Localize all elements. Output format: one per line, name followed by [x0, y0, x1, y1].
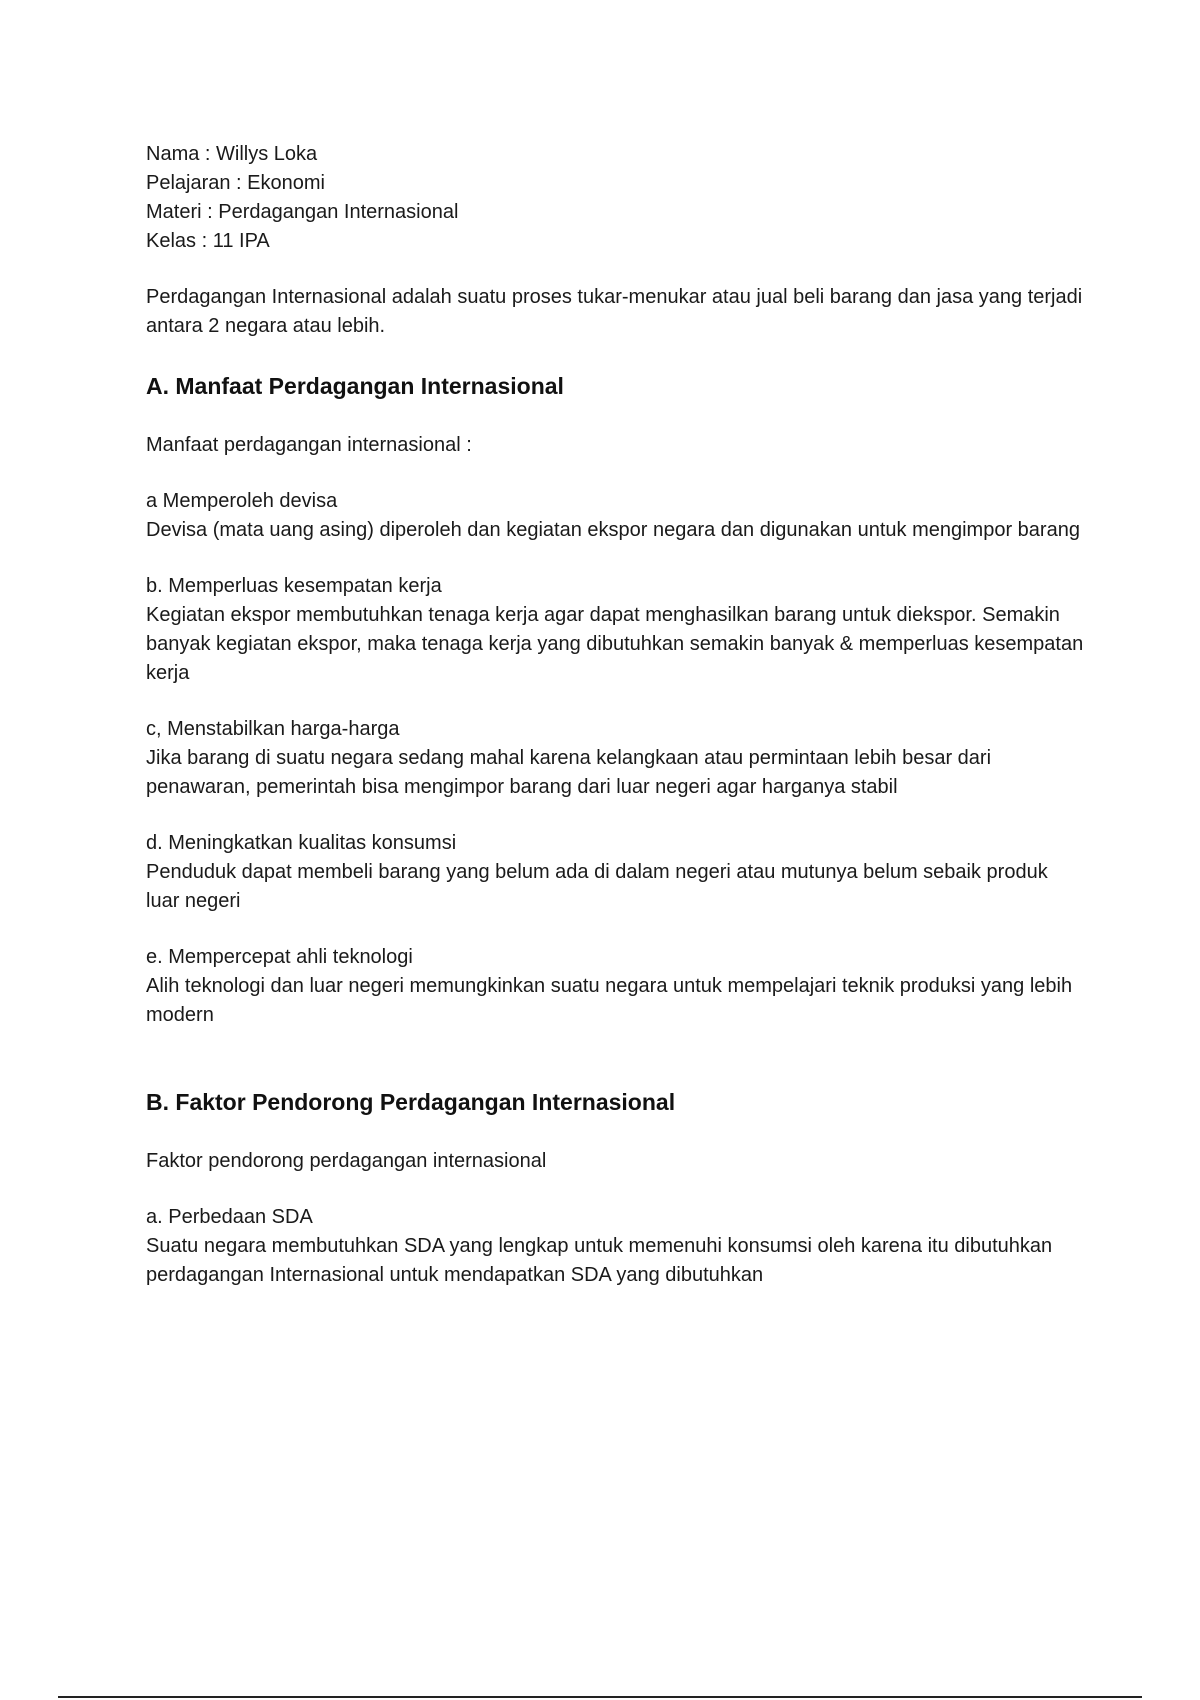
- item-title: d. Meningkatkan kualitas konsumsi: [146, 832, 457, 854]
- header-kelas: Kelas : 11 IPA: [146, 230, 270, 252]
- header-block: [146, 140, 1086, 256]
- section-a-lead: Manfaat perdagangan internasional :: [146, 434, 472, 456]
- header-materi: Materi : Perdagangan Internasional: [146, 201, 459, 223]
- item-title: c, Menstabilkan harga-harga: [146, 718, 400, 740]
- section-b-lead: Faktor pendorong perdagangan internasional: [146, 1150, 547, 1172]
- section-a-item: [146, 943, 1086, 1030]
- item-body: Suatu negara membutuhkan SDA yang lengkap untuk memenuhi konsumsi oleh karena itu dibutuhkan perdagangan Internasional untuk mendapatkan SDA yang dibutuhkan: [146, 1235, 1053, 1286]
- section-a-item: [146, 487, 1086, 545]
- item-title: b. Memperluas kesempatan kerja: [146, 575, 442, 597]
- section-a-item: [146, 715, 1086, 802]
- item-body: Jika barang di suatu negara sedang mahal karena kelangkaan atau permintaan lebih besar dari penawaran, pemerintah bisa mengimpor barang dari luar negeri agar harganya stabil: [146, 747, 992, 798]
- header-pelajaran: Pelajaran : Ekonomi: [146, 172, 325, 194]
- item-title: e. Mempercepat ahli teknologi: [146, 946, 413, 968]
- item-body: Penduduk dapat membeli barang yang belum ada di dalam negeri atau mutunya belum sebaik produk luar negeri: [146, 861, 1048, 912]
- item-body: Alih teknologi dan luar negeri memungkinkan suatu negara untuk mempelajari teknik produksi yang lebih modern: [146, 975, 1073, 1026]
- section-a-item: [146, 572, 1086, 688]
- page-bottom-rule: [58, 1696, 1142, 1698]
- section-b-heading: B. Faktor Pendorong Perdagangan Internasional: [146, 1089, 676, 1115]
- section-a-item: [146, 829, 1086, 916]
- item-title: a Memperoleh devisa: [146, 490, 338, 512]
- item-body: Devisa (mata uang asing) diperoleh dan kegiatan ekspor negara dan digunakan untuk mengimpor barang: [146, 519, 1080, 541]
- section-b-item: [146, 1203, 1086, 1290]
- item-body: Kegiatan ekspor membutuhkan tenaga kerja agar dapat menghasilkan barang untuk diekspor. Semakin banyak kegiatan ekspor, maka tenaga kerja yang dibutuhkan semakin banyak & memperluas kesempatan kerja: [146, 604, 1084, 684]
- document-page: [146, 140, 1086, 1290]
- header-nama: Nama : Willys Loka: [146, 143, 318, 165]
- intro-paragraph: Perdagangan Internasional adalah suatu proses tukar-menukar atau jual beli barang dan jasa yang terjadi antara 2 negara atau lebih.: [146, 286, 1083, 337]
- section-a-heading: A. Manfaat Perdagangan Internasional: [146, 373, 564, 399]
- item-title: a. Perbedaan SDA: [146, 1206, 313, 1228]
